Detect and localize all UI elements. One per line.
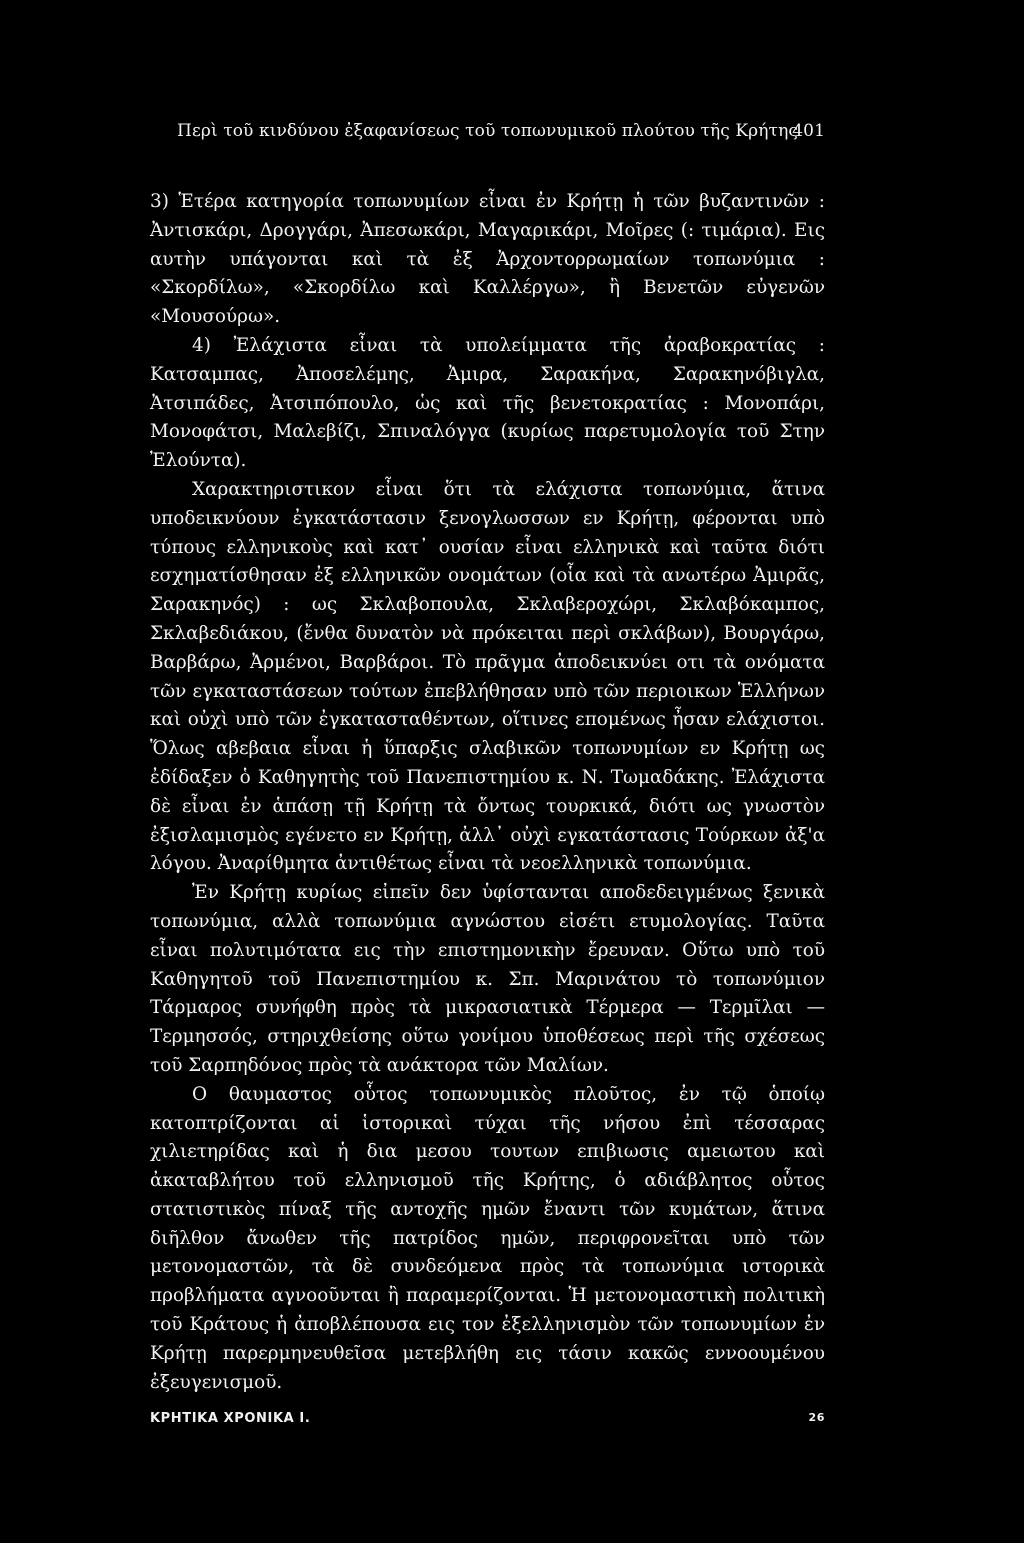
signature-number: 26	[808, 1411, 825, 1425]
body-text	[150, 188, 825, 1397]
paragraph-toponymic-wealth: Ο θαυμαστος οὗτος τοπωνυμικὸς πλοῦτος, ἐν τῷ ὁποίῳ κατοπτρίζονται αἱ ἱστορικαὶ τύχαι τῆς νήσου ἐπὶ τέσσαρας χιλιετηρίδας καὶ ἡ δια μεσου τουτων επιβιωσις αμειωτου καὶ ἀκαταβλήτου τοῦ ελληνισμοῦ τῆς Κρήτης, ὁ αδιάβλητος οὗτος στατιστικὸς πίναξ τῆς αντοχῆς ημῶν ἔναντι τῶν κυμάτων, ἅτινα διῆλθον ἄνωθεν τῆς πατρίδος ημῶν, περιφρονεῖται υπὸ τῶν μετονομαστῶν, τὰ δὲ συνδεόμενα πρὸς τὰ τοπωνύμια ιστορικὰ προβλήματα αγνοοῦνται ἢ παραμερίζονται. Ἡ μετονομαστικὴ πολιτικὴ τοῦ Κράτους ἡ ἀποβλέπουσα εις τον ἐξελληνισμὸν τῶν τοπωνυμίων ἐν Κρήτῃ παρερμηνευθεῖσα μετεβλήθη εις τάσιν κακῶς εννοουμένου ἐξευγενισμοῦ.	[150, 1083, 825, 1393]
paragraph-foreign-settlements: Χαρακτηριστικον εἶναι ὅτι τὰ ελάχιστα τοπωνύμια, ἅτινα υποδεικνύουν ἐγκατάστασιν ξενογλωσσων εν Κρήτῃ, φέρονται υπὸ τύπους ελληνικοὺς καὶ κατ᾿ ουσίαν εἶναι ελληνικὰ καὶ ταῦτα διότι εσχηματίσθησαν ἐξ ελληνικῶν ονομάτων (οἷα καὶ τὰ ανωτέρω Ἀμιρᾶς, Σαρακηνός) : ως Σκλαβοπουλα, Σκλαβεροχώρι, Σκλαβόκαμπος, Σκλαβεδιάκου, (ἔνθα δυνατὸν νὰ πρόκειται περὶ σκλάβων), Βουργάρω, Βαρβάρω, Ἀρμένοι, Βαρβάροι. Τὸ πρᾶγμα ἀποδεικνύει οτι τὰ ονόματα τῶν εγκαταστάσεων τούτων ἐπεβλήθησαν υπὸ τῶν περιοικων Ἑλλήνων καὶ οὐχὶ υπὸ τῶν ἐγκατασταθέντων, οἵτινες επομένως ἦσαν ελάχιστοι. Ὅλως αβεβαια εἶναι ἡ ὕπαρξις σλαβικῶν τοπωνυμίων εν Κρήτῃ ως ἐδίδαξεν ὁ Καθηγητὴς τοῦ Πανεπιστημίου κ. Ν. Τωμαδάκης. Ἐλάχιστα δὲ εἶναι ἐν ἁπάσῃ τῇ Κρήτῃ τὰ ὄντως τουρκικά, διότι ως γνωστὸν ἐξισλαμισμὸς εγένετο εν Κρήτῃ, ἀλλ᾿ οὐχὶ εγκατάστασις Τούρκων ἀξ'α λόγου. Ἀναρίθμητα ἀντιθέτως εἶναι τὰ νεοελληνικὰ τοπωνύμια.	[150, 478, 825, 875]
document-page	[150, 118, 825, 1435]
page-footer	[150, 1411, 825, 1435]
paragraph-byzantine-names: 3) Ἑτέρα κατηγορία τοπωνυμίων εἶναι ἐν Κρήτῃ ἡ τῶν βυζαντινῶν : Ἀντισκάρι, Δρογγάρι, Ἀπεσωκάρι, Μαγαρικάρι, Μοῖρες (: τιμάρια). Εις αυτὴν υπάγονται καὶ τὰ ἐξ Ἀρχοντορρωμαίων τοπωνύμια : «Σκορδίλω», «Σκορδίλω καὶ Καλλέργω», ἢ Βενετῶν εὐγενῶν «Μουσούρω».	[150, 191, 825, 328]
running-head-title: Περὶ τοῦ κινδύνου ἐξαφανίσεως τοῦ τοπωνυμικοῦ πλούτου τῆς Κρήτης	[177, 121, 798, 141]
page-number: 401	[792, 121, 825, 141]
journal-signature: ΚΡΗΤΙΚΑ ΧΡΟΝΙΚΑ Ι.	[150, 1411, 311, 1427]
paragraph-arab-venetian-names: 4) Ἐλάχιστα εἶναι τὰ υπολείμματα τῆς ἀραβοκρατίας : Κατσαμπας, Ἀποσελέμης, Ἀμιρα, Σαρακήνα, Σαρακηνόβιγλα, Ἀτσιπάδες, Ἀτσιπόπουλο, ὡς καὶ τῆς βενετοκρατίας : Μονοπάρι, Μονοφάτσι, Μαλεβίζι, Σπιναλόγγα (κυρίως παρετυμολογία τοῦ Στην Ἐλούντα).	[150, 334, 825, 472]
paragraph-unknown-etymology: Ἐν Κρήτῃ κυρίως εἰπεῖν δεν ὑφίστανται αποδεδειγμένως ξενικὰ τοπωνύμια, αλλὰ τοπωνύμια αγνώστου εἰσέτι ετυμολογίας. Ταῦτα εἶναι πολυτιμότατα εις τὴν επιστημονικὴν ἔρευναν. Οὕτω υπὸ τοῦ Καθηγητοῦ τοῦ Πανεπιστημίου κ. Σπ. Μαρινάτου τὸ τοπωνύμιον Τάρμαρος συνήφθη πρὸς τὰ μικρασιατικὰ Τέρμερα — Τερμῖλαι — Τερμησσός, στηριχθείσης οὕτω γονίμου ὑποθέσεως περὶ τῆς σχέσεως τοῦ Σαρπηδόνος πρὸς τὰ ανάκτορα τῶν Μαλίων.	[150, 882, 825, 1076]
running-header	[150, 118, 825, 144]
